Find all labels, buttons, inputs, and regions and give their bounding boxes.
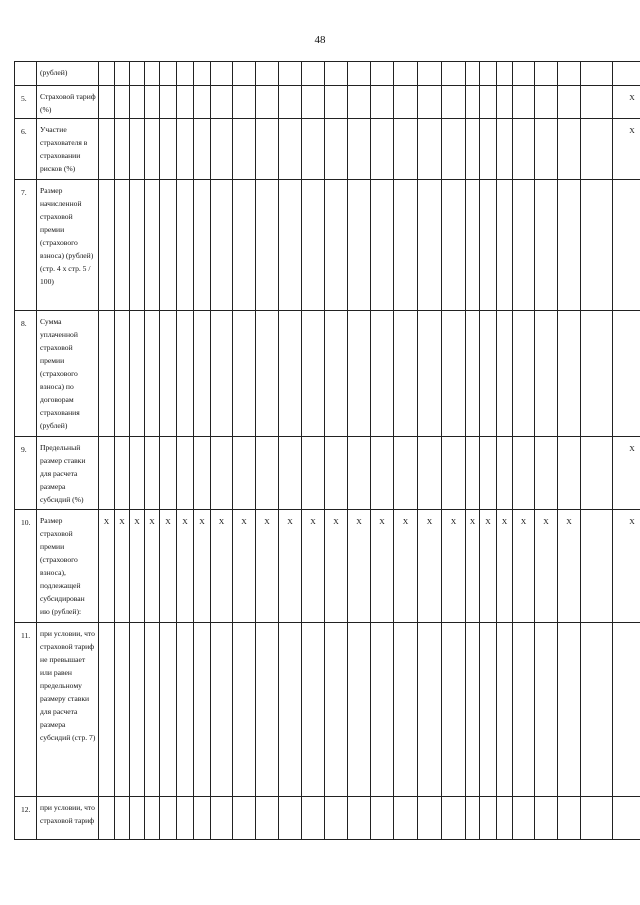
empty-cell bbox=[233, 623, 256, 797]
empty-cell bbox=[130, 119, 145, 180]
empty-cell bbox=[279, 180, 302, 311]
empty-cell bbox=[558, 62, 581, 86]
empty-cell bbox=[581, 510, 613, 623]
empty-cell bbox=[99, 86, 115, 119]
empty-cell bbox=[233, 797, 256, 840]
empty-cell bbox=[211, 62, 233, 86]
empty-cell bbox=[99, 623, 115, 797]
empty-cell bbox=[535, 119, 558, 180]
x-mark-cell: X bbox=[302, 510, 325, 623]
empty-cell bbox=[418, 86, 442, 119]
empty-cell bbox=[394, 311, 418, 437]
empty-cell bbox=[513, 437, 535, 510]
empty-cell bbox=[194, 86, 211, 119]
x-mark-cell: X bbox=[613, 119, 640, 180]
table-row bbox=[15, 437, 640, 510]
x-mark-cell: X bbox=[535, 510, 558, 623]
x-mark-cell: X bbox=[558, 510, 581, 623]
empty-cell bbox=[535, 437, 558, 510]
empty-cell bbox=[325, 623, 348, 797]
table-row bbox=[15, 311, 640, 437]
empty-cell bbox=[480, 437, 497, 510]
empty-cell bbox=[613, 623, 640, 797]
empty-cell bbox=[211, 797, 233, 840]
empty-cell bbox=[256, 623, 279, 797]
empty-cell bbox=[177, 180, 194, 311]
empty-cell bbox=[99, 62, 115, 86]
empty-cell bbox=[99, 119, 115, 180]
row-number: 6. bbox=[15, 119, 37, 180]
empty-cell bbox=[211, 311, 233, 437]
empty-cell bbox=[145, 86, 160, 119]
empty-cell bbox=[211, 437, 233, 510]
empty-cell bbox=[581, 119, 613, 180]
empty-cell bbox=[160, 86, 177, 119]
empty-cell bbox=[211, 119, 233, 180]
x-mark-cell: X bbox=[325, 510, 348, 623]
empty-cell bbox=[279, 86, 302, 119]
empty-cell bbox=[348, 797, 371, 840]
empty-cell bbox=[302, 62, 325, 86]
page-number: 48 bbox=[314, 34, 326, 46]
table-row bbox=[15, 86, 640, 119]
x-mark-cell: X bbox=[442, 510, 466, 623]
empty-cell bbox=[279, 797, 302, 840]
empty-cell bbox=[394, 119, 418, 180]
empty-cell bbox=[160, 119, 177, 180]
empty-cell bbox=[480, 62, 497, 86]
empty-cell bbox=[145, 180, 160, 311]
row-number: 12. bbox=[15, 797, 37, 840]
empty-cell bbox=[211, 623, 233, 797]
empty-cell bbox=[233, 437, 256, 510]
table-row bbox=[15, 119, 640, 180]
empty-cell bbox=[442, 311, 466, 437]
empty-cell bbox=[581, 62, 613, 86]
empty-cell bbox=[466, 180, 480, 311]
empty-cell bbox=[99, 437, 115, 510]
empty-cell bbox=[256, 180, 279, 311]
empty-cell bbox=[371, 119, 394, 180]
empty-cell bbox=[497, 62, 513, 86]
empty-cell bbox=[418, 119, 442, 180]
empty-cell bbox=[279, 62, 302, 86]
row-number: 10. bbox=[15, 510, 37, 623]
empty-cell bbox=[256, 86, 279, 119]
empty-cell bbox=[279, 119, 302, 180]
empty-cell bbox=[279, 311, 302, 437]
empty-cell bbox=[581, 311, 613, 437]
empty-cell bbox=[513, 180, 535, 311]
empty-cell bbox=[233, 180, 256, 311]
empty-cell bbox=[558, 311, 581, 437]
empty-cell bbox=[145, 797, 160, 840]
row-number: 8. bbox=[15, 311, 37, 437]
empty-cell bbox=[256, 437, 279, 510]
empty-cell bbox=[466, 623, 480, 797]
row-number: 5. bbox=[15, 86, 37, 119]
empty-cell bbox=[442, 180, 466, 311]
empty-cell bbox=[535, 180, 558, 311]
empty-cell bbox=[418, 62, 442, 86]
empty-cell bbox=[442, 437, 466, 510]
empty-cell bbox=[513, 311, 535, 437]
x-mark-cell: X bbox=[418, 510, 442, 623]
empty-cell bbox=[418, 797, 442, 840]
empty-cell bbox=[279, 623, 302, 797]
x-mark-cell: X bbox=[160, 510, 177, 623]
empty-cell bbox=[371, 797, 394, 840]
table-row bbox=[15, 797, 640, 840]
empty-cell bbox=[497, 623, 513, 797]
empty-cell bbox=[279, 437, 302, 510]
empty-cell bbox=[535, 86, 558, 119]
empty-cell bbox=[194, 311, 211, 437]
x-mark-cell: X bbox=[613, 510, 640, 623]
empty-cell bbox=[130, 62, 145, 86]
empty-cell bbox=[418, 311, 442, 437]
empty-cell bbox=[130, 623, 145, 797]
empty-cell bbox=[177, 119, 194, 180]
empty-cell bbox=[348, 119, 371, 180]
empty-cell bbox=[211, 180, 233, 311]
empty-cell bbox=[535, 311, 558, 437]
empty-cell bbox=[613, 797, 640, 840]
empty-cell bbox=[497, 797, 513, 840]
empty-cell bbox=[513, 623, 535, 797]
empty-cell bbox=[233, 62, 256, 86]
empty-cell bbox=[558, 623, 581, 797]
empty-cell bbox=[325, 797, 348, 840]
x-mark-cell: X bbox=[371, 510, 394, 623]
empty-cell bbox=[302, 86, 325, 119]
empty-cell bbox=[513, 119, 535, 180]
x-mark-cell: X bbox=[99, 510, 115, 623]
empty-cell bbox=[160, 311, 177, 437]
empty-cell bbox=[442, 62, 466, 86]
table-row bbox=[15, 510, 640, 623]
row-label: Размер начисленной страховой премии (страхового взноса) (рублей) (стр. 4 х стр. 5 / 100) bbox=[37, 180, 99, 311]
empty-cell bbox=[466, 86, 480, 119]
empty-cell bbox=[325, 437, 348, 510]
empty-cell bbox=[302, 623, 325, 797]
empty-cell bbox=[581, 437, 613, 510]
x-mark-cell: X bbox=[233, 510, 256, 623]
empty-cell bbox=[394, 623, 418, 797]
empty-cell bbox=[115, 86, 130, 119]
x-mark-cell: X bbox=[279, 510, 302, 623]
empty-cell bbox=[194, 180, 211, 311]
empty-cell bbox=[613, 311, 640, 437]
empty-cell bbox=[99, 311, 115, 437]
empty-cell bbox=[177, 86, 194, 119]
row-label: при условии, что страховой тариф не превышает или равен предельному размеру ставки для расчета размера субсидий (стр. 7) bbox=[37, 623, 99, 797]
table-row bbox=[15, 62, 640, 86]
row-label: (рублей) bbox=[37, 62, 99, 86]
empty-cell bbox=[348, 437, 371, 510]
empty-cell bbox=[115, 623, 130, 797]
row-label: Размер страховой премии (страхового взноса), подлежащей субсидирован ию (рублей): bbox=[37, 510, 99, 623]
empty-cell bbox=[394, 62, 418, 86]
empty-cell bbox=[497, 119, 513, 180]
empty-cell bbox=[371, 623, 394, 797]
table-row bbox=[15, 180, 640, 311]
x-mark-cell: X bbox=[177, 510, 194, 623]
x-mark-cell: X bbox=[115, 510, 130, 623]
empty-cell bbox=[177, 311, 194, 437]
empty-cell bbox=[497, 86, 513, 119]
x-mark-cell: X bbox=[613, 86, 640, 119]
row-number: 11. bbox=[15, 623, 37, 797]
empty-cell bbox=[581, 797, 613, 840]
row-label: Предельный размер ставки для расчета размера субсидий (%) bbox=[37, 437, 99, 510]
empty-cell bbox=[302, 180, 325, 311]
empty-cell bbox=[497, 311, 513, 437]
empty-cell bbox=[325, 86, 348, 119]
empty-cell bbox=[418, 180, 442, 311]
empty-cell bbox=[325, 180, 348, 311]
x-mark-cell: X bbox=[145, 510, 160, 623]
empty-cell bbox=[145, 623, 160, 797]
empty-cell bbox=[480, 180, 497, 311]
empty-cell bbox=[348, 623, 371, 797]
x-mark-cell: X bbox=[480, 510, 497, 623]
empty-cell bbox=[371, 180, 394, 311]
empty-cell bbox=[535, 797, 558, 840]
empty-cell bbox=[558, 119, 581, 180]
empty-cell bbox=[394, 797, 418, 840]
row-number: 9. bbox=[15, 437, 37, 510]
empty-cell bbox=[115, 62, 130, 86]
empty-cell bbox=[513, 86, 535, 119]
empty-cell bbox=[558, 797, 581, 840]
empty-cell bbox=[348, 62, 371, 86]
empty-cell bbox=[497, 180, 513, 311]
row-label: Страховой тариф (%) bbox=[37, 86, 99, 119]
empty-cell bbox=[480, 119, 497, 180]
empty-cell bbox=[480, 311, 497, 437]
x-mark-cell: X bbox=[513, 510, 535, 623]
empty-cell bbox=[442, 623, 466, 797]
empty-cell bbox=[394, 180, 418, 311]
empty-cell bbox=[130, 797, 145, 840]
empty-cell bbox=[466, 62, 480, 86]
empty-cell bbox=[480, 797, 497, 840]
empty-cell bbox=[130, 86, 145, 119]
x-mark-cell: X bbox=[211, 510, 233, 623]
empty-cell bbox=[371, 437, 394, 510]
empty-cell bbox=[160, 797, 177, 840]
empty-cell bbox=[99, 797, 115, 840]
empty-cell bbox=[581, 623, 613, 797]
empty-cell bbox=[325, 119, 348, 180]
empty-cell bbox=[302, 797, 325, 840]
empty-cell bbox=[145, 119, 160, 180]
empty-cell bbox=[115, 311, 130, 437]
empty-cell bbox=[581, 180, 613, 311]
row-label: при условии, что страховой тариф bbox=[37, 797, 99, 840]
empty-cell bbox=[177, 797, 194, 840]
empty-cell bbox=[160, 437, 177, 510]
empty-cell bbox=[302, 437, 325, 510]
empty-cell bbox=[480, 86, 497, 119]
empty-cell bbox=[371, 311, 394, 437]
empty-cell bbox=[177, 437, 194, 510]
empty-cell bbox=[194, 797, 211, 840]
empty-cell bbox=[442, 797, 466, 840]
empty-cell bbox=[115, 797, 130, 840]
empty-cell bbox=[194, 62, 211, 86]
empty-cell bbox=[302, 119, 325, 180]
empty-cell bbox=[256, 797, 279, 840]
empty-cell bbox=[558, 437, 581, 510]
empty-cell bbox=[418, 623, 442, 797]
x-mark-cell: X bbox=[497, 510, 513, 623]
empty-cell bbox=[115, 119, 130, 180]
empty-cell bbox=[233, 311, 256, 437]
x-mark-cell: X bbox=[394, 510, 418, 623]
x-mark-cell: X bbox=[194, 510, 211, 623]
empty-cell bbox=[325, 62, 348, 86]
empty-cell bbox=[466, 311, 480, 437]
x-mark-cell: X bbox=[256, 510, 279, 623]
empty-cell bbox=[325, 311, 348, 437]
empty-cell bbox=[480, 623, 497, 797]
empty-cell bbox=[581, 86, 613, 119]
empty-cell bbox=[302, 311, 325, 437]
empty-cell bbox=[256, 119, 279, 180]
empty-cell bbox=[130, 437, 145, 510]
empty-cell bbox=[442, 86, 466, 119]
empty-cell bbox=[160, 623, 177, 797]
empty-cell bbox=[466, 437, 480, 510]
empty-cell bbox=[130, 311, 145, 437]
empty-cell bbox=[558, 86, 581, 119]
row-number: 7. bbox=[15, 180, 37, 311]
empty-cell bbox=[348, 311, 371, 437]
empty-cell bbox=[348, 180, 371, 311]
table-row bbox=[15, 623, 640, 797]
subsidy-calculation-table bbox=[14, 61, 640, 840]
x-mark-cell: X bbox=[613, 437, 640, 510]
empty-cell bbox=[194, 437, 211, 510]
empty-cell bbox=[418, 437, 442, 510]
x-mark-cell: X bbox=[348, 510, 371, 623]
empty-cell bbox=[513, 62, 535, 86]
empty-cell bbox=[233, 86, 256, 119]
row-label: Сумма уплаченной страховой премии (страхового взноса) по договорам страхования (рублей) bbox=[37, 311, 99, 437]
row-label: Участие страхователя в страховании рисков (%) bbox=[37, 119, 99, 180]
empty-cell bbox=[115, 437, 130, 510]
empty-cell bbox=[513, 797, 535, 840]
empty-cell bbox=[613, 180, 640, 311]
empty-cell bbox=[394, 437, 418, 510]
empty-cell bbox=[535, 62, 558, 86]
empty-cell bbox=[160, 62, 177, 86]
empty-cell bbox=[233, 119, 256, 180]
empty-cell bbox=[160, 180, 177, 311]
empty-cell bbox=[256, 62, 279, 86]
empty-cell bbox=[394, 86, 418, 119]
empty-cell bbox=[194, 119, 211, 180]
empty-cell bbox=[558, 180, 581, 311]
empty-cell bbox=[535, 623, 558, 797]
empty-cell bbox=[466, 797, 480, 840]
empty-cell bbox=[194, 623, 211, 797]
empty-cell bbox=[371, 86, 394, 119]
empty-cell bbox=[256, 311, 279, 437]
empty-cell bbox=[371, 62, 394, 86]
x-mark-cell: X bbox=[130, 510, 145, 623]
empty-cell bbox=[145, 437, 160, 510]
empty-cell bbox=[442, 119, 466, 180]
empty-cell bbox=[211, 86, 233, 119]
empty-cell bbox=[145, 311, 160, 437]
empty-cell bbox=[99, 180, 115, 311]
empty-cell bbox=[145, 62, 160, 86]
empty-cell bbox=[115, 180, 130, 311]
empty-cell bbox=[177, 623, 194, 797]
empty-cell bbox=[613, 62, 640, 86]
x-mark-cell: X bbox=[466, 510, 480, 623]
empty-cell bbox=[497, 437, 513, 510]
row-number bbox=[15, 62, 37, 86]
empty-cell bbox=[348, 86, 371, 119]
empty-cell bbox=[177, 62, 194, 86]
empty-cell bbox=[466, 119, 480, 180]
empty-cell bbox=[130, 180, 145, 311]
